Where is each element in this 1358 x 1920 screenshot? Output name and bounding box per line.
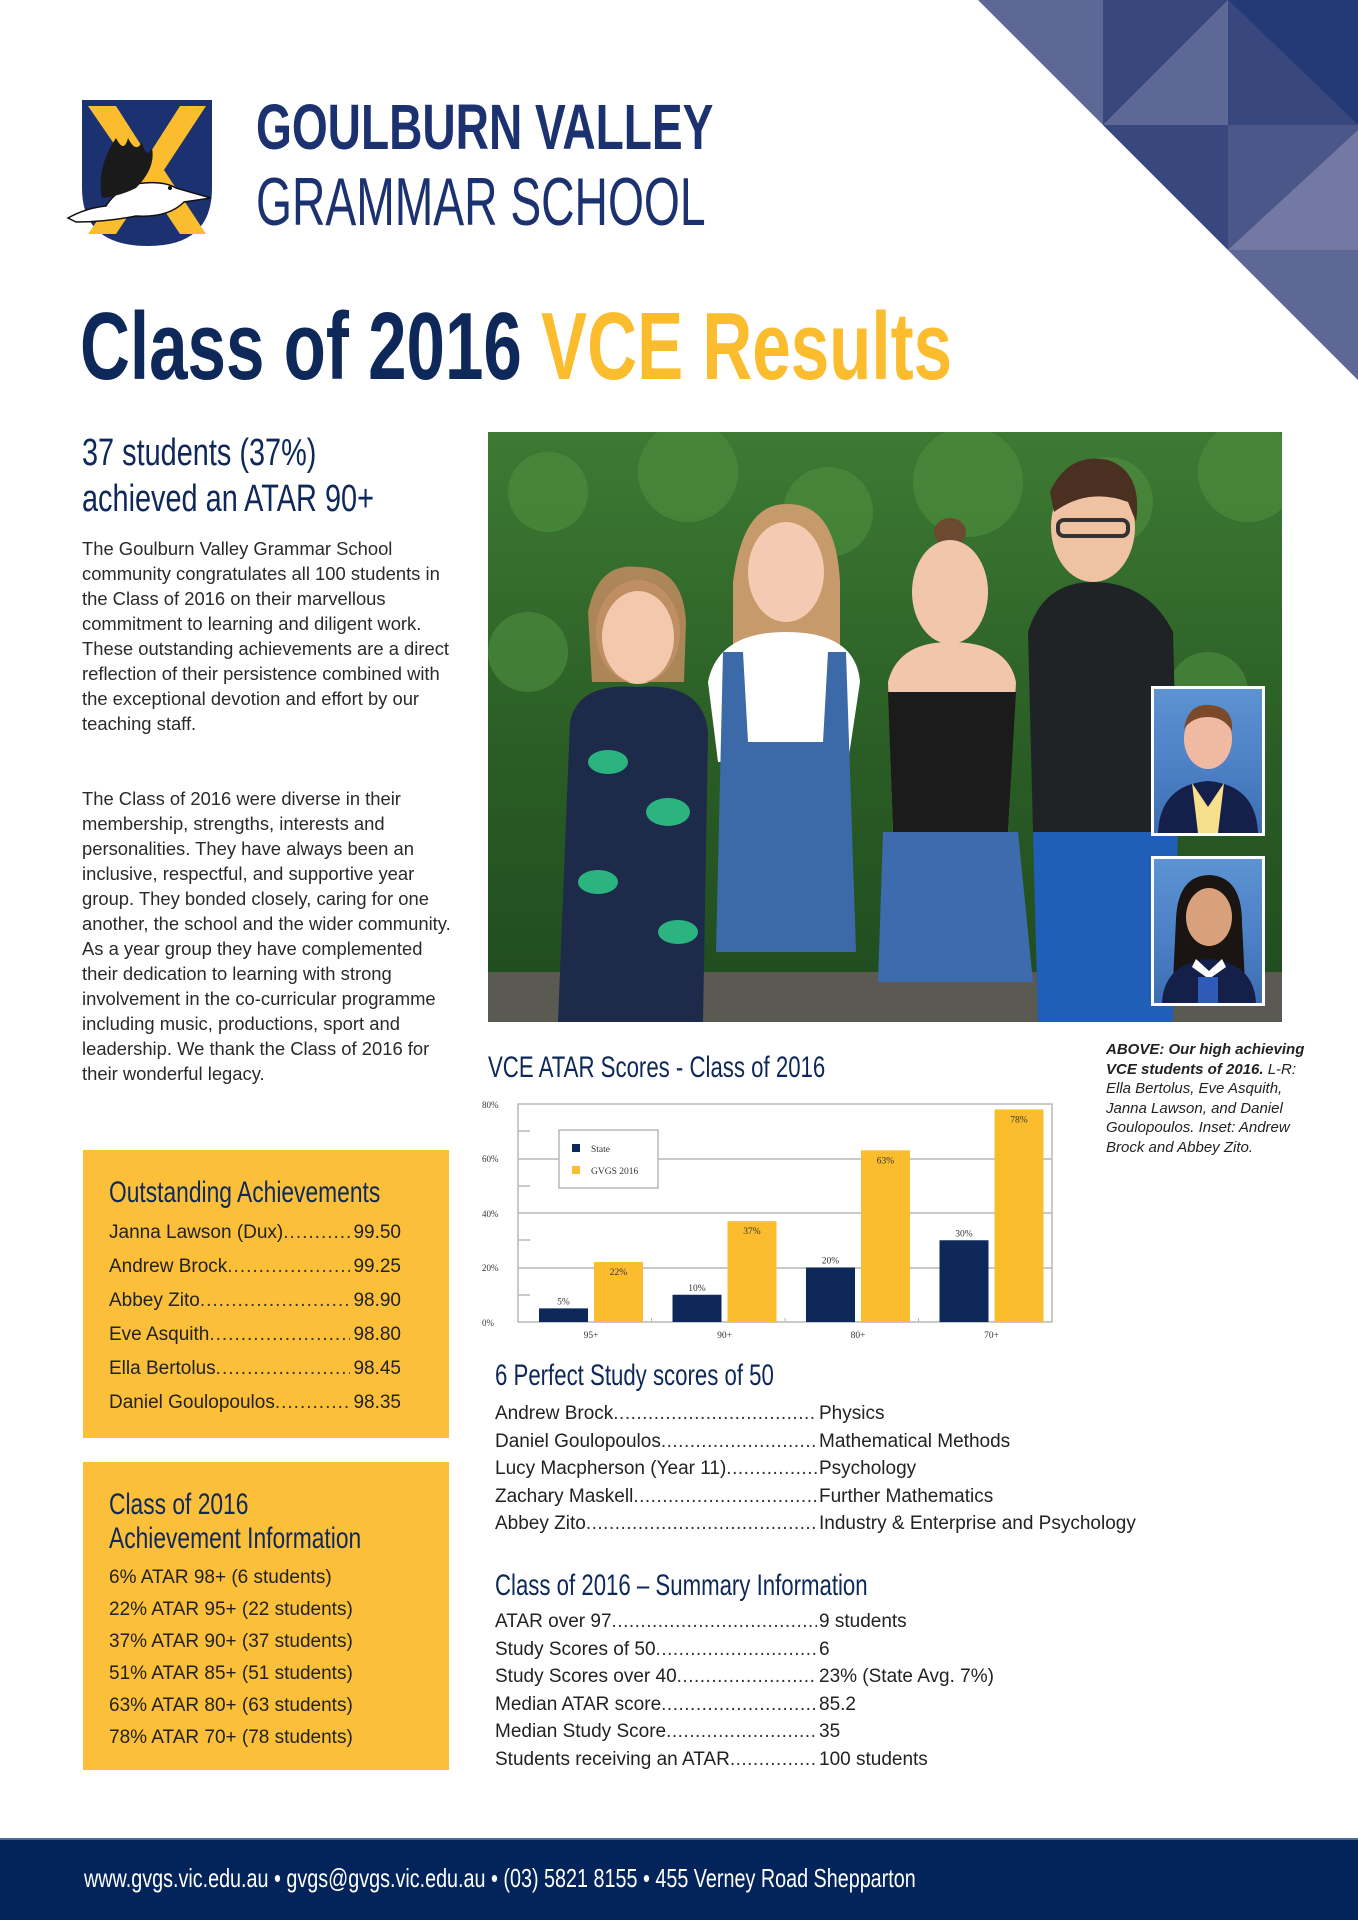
bar-state bbox=[673, 1295, 722, 1322]
summary-heading: Class of 2016 – Summary Information bbox=[495, 1569, 868, 1602]
portrait-illustration bbox=[1154, 689, 1262, 833]
summary-value: 85.2 bbox=[819, 1693, 856, 1715]
leader-dots bbox=[633, 1483, 817, 1511]
achievement-row bbox=[109, 1386, 401, 1420]
school-crest-logo bbox=[66, 98, 226, 248]
caption-italic: L-R: Ella Bertolus, Eve Asquith, Janna Lawson, and Daniel Goulopoulos. Inset: Andrew Brock and Abbey Zito. bbox=[1106, 1060, 1297, 1156]
x-tick-label: 90+ bbox=[717, 1331, 732, 1341]
list-item bbox=[495, 1455, 1136, 1483]
summary-value: 6 bbox=[819, 1638, 830, 1660]
leader-dots bbox=[275, 1386, 351, 1420]
summary-label: Median ATAR score bbox=[495, 1693, 662, 1715]
bar-value-label: 5% bbox=[557, 1297, 570, 1308]
chart-legend bbox=[559, 1130, 658, 1188]
leader-dots bbox=[661, 1691, 817, 1719]
achievement-row bbox=[109, 1250, 401, 1284]
x-tick-label: 70+ bbox=[984, 1331, 999, 1341]
legend-label-gvgs: GVGS 2016 bbox=[591, 1167, 639, 1177]
achievement-info-row: 78% ATAR 70+ (78 students) bbox=[109, 1727, 353, 1748]
list-item bbox=[495, 1746, 994, 1774]
list-item bbox=[495, 1400, 1136, 1428]
achievement-row bbox=[109, 1284, 401, 1318]
subject: Physics bbox=[819, 1403, 885, 1424]
atar-bar-chart bbox=[480, 1094, 1070, 1344]
leader-dots bbox=[613, 1400, 817, 1428]
x-axis-labels bbox=[584, 1331, 999, 1341]
list-item bbox=[495, 1510, 1136, 1538]
title-part1: Class of 2016 bbox=[80, 293, 542, 400]
lead-heading bbox=[82, 430, 374, 522]
student-name: Daniel Goulopoulos bbox=[109, 1392, 275, 1413]
summary-value: 35 bbox=[819, 1721, 841, 1742]
leader-dots bbox=[216, 1352, 351, 1386]
student-name: Lucy Macpherson (Year 11) bbox=[495, 1458, 727, 1479]
x-tick-label: 80+ bbox=[850, 1331, 866, 1341]
lead-line2: achieved an ATAR 90+ bbox=[82, 478, 374, 520]
inset-portrait-andrew-brock bbox=[1151, 686, 1265, 836]
school-name-line1: GOULBURN VALLEY bbox=[256, 91, 714, 163]
list-item bbox=[495, 1691, 994, 1719]
subject: Psychology bbox=[819, 1458, 917, 1479]
achievement-row bbox=[109, 1352, 401, 1386]
legend-swatch-gvgs bbox=[572, 1166, 580, 1174]
achievement-info-row: 63% ATAR 80+ (63 students) bbox=[109, 1695, 353, 1716]
list-item bbox=[495, 1483, 1136, 1511]
atar-score: 99.25 bbox=[353, 1256, 401, 1277]
achievement-row bbox=[109, 1318, 401, 1352]
leader-dots bbox=[283, 1216, 350, 1250]
list-item bbox=[495, 1608, 994, 1636]
atar-score: 98.80 bbox=[353, 1324, 401, 1345]
bar-value-label: 22% bbox=[609, 1268, 628, 1279]
student-name: Andrew Brock bbox=[495, 1403, 614, 1424]
leader-dots bbox=[227, 1250, 350, 1284]
x-tick-label: 95+ bbox=[583, 1331, 599, 1341]
leader-dots bbox=[677, 1663, 817, 1691]
intro-paragraph-2: The Class of 2016 were diverse in their membership, strengths, interests and personalities. They have always been an inclusive, respectful, and supportive year group. They bonded closely, caring for one another, the school and the wider community. As a year group they have complemented their dedication to learning with strong involvement in the co-curricular programme including music, productions, sport and leadership. We thank the Class of 2016 for their wonderful legacy. bbox=[82, 788, 451, 1084]
atar-score: 99.50 bbox=[353, 1222, 401, 1243]
school-name bbox=[256, 92, 917, 242]
bar-value-label: 10% bbox=[688, 1283, 706, 1294]
y-tick-label: 20% bbox=[482, 1263, 499, 1273]
intro-paragraph-1: The Goulburn Valley Grammar School community congratulates all 100 students in the Class of 2016 on their marvellous commitment to learning and diligent work. These outstanding achievements are a direct reflection of their persistence combined with the exceptional devotion and effort by our teaching staff. bbox=[82, 538, 450, 734]
inset-portrait-abbey-zito bbox=[1151, 856, 1265, 1006]
student-name: Eve Asquith bbox=[109, 1324, 210, 1345]
bar-value-label: 20% bbox=[821, 1256, 840, 1267]
student-name: Abbey Zito bbox=[495, 1513, 586, 1534]
student-name: Daniel Goulopoulos bbox=[495, 1430, 661, 1452]
student-name: Ella Bertolus bbox=[109, 1358, 216, 1379]
summary-label: ATAR over 97 bbox=[495, 1611, 612, 1632]
summary-value: 23% (State Avg. 7%) bbox=[819, 1666, 994, 1687]
bar-state bbox=[806, 1268, 855, 1323]
legend-label-state: State bbox=[591, 1145, 610, 1155]
achievement-row bbox=[109, 1216, 401, 1250]
achievement-info-heading-line2: Achievement Information bbox=[109, 1522, 362, 1555]
list-item bbox=[495, 1718, 994, 1746]
bar-state bbox=[539, 1308, 588, 1322]
student-name: Zachary Maskell bbox=[495, 1485, 634, 1507]
summary-label: Median Study Score bbox=[495, 1721, 667, 1742]
bar-value-label: 37% bbox=[743, 1227, 761, 1238]
bar-state bbox=[940, 1240, 989, 1322]
summary-value: 9 students bbox=[819, 1611, 907, 1632]
leader-dots bbox=[200, 1284, 351, 1318]
achievement-info-row: 51% ATAR 85+ (51 students) bbox=[109, 1663, 353, 1684]
perfect-scores-list bbox=[495, 1400, 1136, 1538]
footer-bar bbox=[0, 1838, 1358, 1920]
leader-dots bbox=[666, 1718, 817, 1746]
subject: Mathematical Methods bbox=[819, 1430, 1011, 1452]
atar-score: 98.45 bbox=[353, 1358, 401, 1379]
atar-score: 98.90 bbox=[353, 1290, 401, 1311]
portrait-illustration bbox=[1154, 859, 1262, 1003]
summary-value: 100 students bbox=[819, 1748, 928, 1770]
subject: Industry & Enterprise and Psychology bbox=[819, 1513, 1136, 1534]
list-item bbox=[495, 1663, 994, 1691]
bar-value-label: 30% bbox=[955, 1229, 973, 1240]
bar-value-label: 63% bbox=[876, 1156, 895, 1167]
leader-dots bbox=[656, 1636, 817, 1664]
atar-score: 98.35 bbox=[353, 1392, 401, 1413]
leader-dots bbox=[661, 1428, 817, 1456]
caption-bold: ABOVE: Our high achieving VCE students of 2016. bbox=[1106, 1041, 1305, 1078]
footer-contact: www.gvgs.vic.edu.au • gvgs@gvgs.vic.edu.au • (03) 5821 8155 • 455 Verney Road Shepparton bbox=[84, 1863, 916, 1893]
summary-label: Study Scores of 50 bbox=[495, 1638, 656, 1660]
summary-list bbox=[495, 1608, 994, 1773]
title-part2: VCE Results bbox=[541, 293, 953, 400]
leader-dots bbox=[612, 1608, 817, 1636]
leader-dots bbox=[209, 1318, 350, 1352]
leader-dots bbox=[726, 1455, 817, 1483]
y-tick-label: 0% bbox=[482, 1318, 494, 1328]
student-name: Janna Lawson (Dux) bbox=[109, 1222, 284, 1243]
y-tick-label: 60% bbox=[482, 1154, 499, 1164]
school-name-line2: GRAMMAR SCHOOL bbox=[256, 164, 706, 240]
lead-line1: 37 students (37%) bbox=[82, 432, 317, 474]
page-title bbox=[80, 292, 952, 402]
student-name: Abbey Zito bbox=[109, 1290, 200, 1311]
subject: Further Mathematics bbox=[819, 1485, 994, 1507]
y-tick-label: 80% bbox=[482, 1100, 499, 1110]
chart-title: VCE ATAR Scores - Class of 2016 bbox=[488, 1051, 826, 1084]
achievement-info-row: 37% ATAR 90+ (37 students) bbox=[109, 1631, 353, 1652]
outstanding-heading: Outstanding Achievements bbox=[109, 1176, 381, 1209]
group-photo bbox=[488, 432, 1282, 1022]
student-name: Andrew Brock bbox=[109, 1256, 228, 1277]
achievement-info-row: 6% ATAR 98+ (6 students) bbox=[109, 1567, 332, 1588]
bar-gvgs-2016 bbox=[861, 1150, 910, 1322]
achievement-information-box bbox=[83, 1462, 449, 1770]
bar-gvgs-2016 bbox=[995, 1109, 1044, 1322]
leader-dots bbox=[730, 1746, 817, 1774]
achievement-info-row: 22% ATAR 95+ (22 students) bbox=[109, 1599, 353, 1620]
summary-label: Study Scores over 40 bbox=[495, 1666, 677, 1687]
list-item bbox=[495, 1636, 994, 1664]
achievement-info-heading-line1: Class of 2016 bbox=[109, 1488, 249, 1521]
summary-label: Students receiving an ATAR bbox=[495, 1748, 730, 1770]
photo-caption bbox=[1106, 1040, 1306, 1157]
perfect-scores-heading: 6 Perfect Study scores of 50 bbox=[495, 1359, 774, 1392]
list-item bbox=[495, 1428, 1136, 1456]
outstanding-achievements-box bbox=[83, 1150, 449, 1438]
leader-dots bbox=[586, 1510, 817, 1538]
corner-triangle-decoration bbox=[978, 0, 1358, 380]
bar-value-label: 78% bbox=[1010, 1115, 1028, 1126]
legend-swatch-state bbox=[572, 1144, 580, 1152]
y-tick-label: 40% bbox=[482, 1209, 499, 1219]
